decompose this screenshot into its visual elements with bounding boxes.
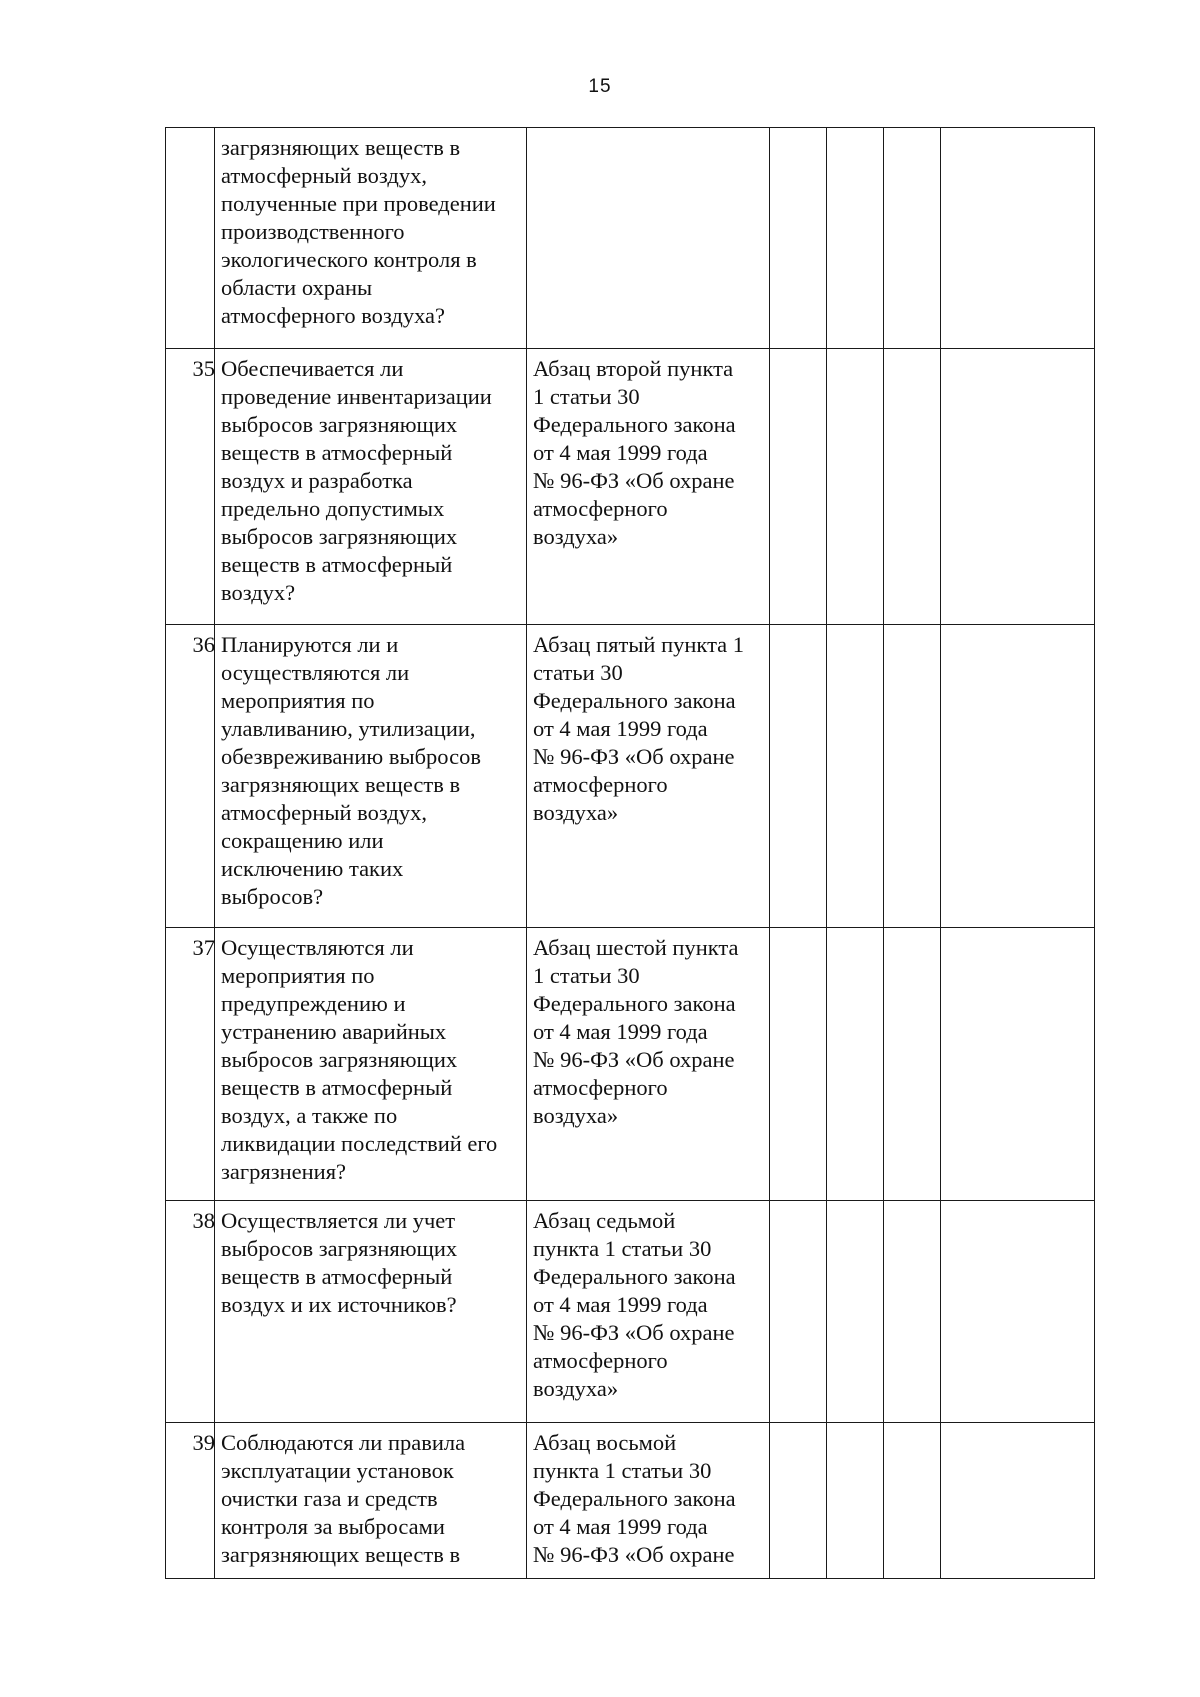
row-number: 38: [192, 1208, 215, 1233]
answer-no-cell: [827, 625, 884, 928]
table-row: [166, 349, 1095, 625]
row-number: 37: [192, 935, 215, 960]
question-cell: загрязняющих веществ в атмосферный воздух, полученные при проведении производственного экологического контроля в области охраны атмосферного воздуха?: [215, 128, 527, 349]
answer-na-cell: [884, 928, 941, 1201]
row-number-cell: [166, 349, 215, 625]
checklist-table: [165, 127, 1095, 1579]
reference-cell: Абзац пятый пункта 1 статьи 30 Федерального закона от 4 мая 1999 года № 96-ФЗ «Об охране атмосферного воздуха»: [527, 625, 770, 928]
answer-yes-cell: [770, 1201, 827, 1423]
row-number-cell: [166, 128, 215, 349]
reference-cell: Абзац шестой пункта 1 статьи 30 Федерального закона от 4 мая 1999 года № 96-ФЗ «Об охране атмосферного воздуха»: [527, 928, 770, 1201]
question-cell: Обеспечивается ли проведение инвентаризации выбросов загрязняющих веществ в атмосферный воздух и разработка предельно допустимых выбросов загрязняющих веществ в атмосферный воздух?: [215, 349, 527, 625]
question-cell: Осуществляется ли учет выбросов загрязняющих веществ в атмосферный воздух и их источников?: [215, 1201, 527, 1423]
reference-cell: [527, 128, 770, 349]
note-cell: [941, 928, 1095, 1201]
answer-yes-cell: [770, 625, 827, 928]
row-number-cell: [166, 928, 215, 1201]
answer-na-cell: [884, 128, 941, 349]
answer-yes-cell: [770, 128, 827, 349]
answer-no-cell: [827, 928, 884, 1201]
question-cell: Соблюдаются ли правила эксплуатации установок очистки газа и средств контроля за выбросами загрязняющих веществ в: [215, 1423, 527, 1579]
note-cell: [941, 1201, 1095, 1423]
note-cell: [941, 128, 1095, 349]
table-row: [166, 625, 1095, 928]
table-row: [166, 128, 1095, 349]
question-cell: Планируются ли и осуществляются ли мероприятия по улавливанию, утилизации, обезвреживанию выбросов загрязняющих веществ в атмосферный воздух, сокращению или исключению таких выбросов?: [215, 625, 527, 928]
note-cell: [941, 625, 1095, 928]
row-number: 35: [192, 356, 215, 381]
row-number-cell: [166, 1201, 215, 1423]
reference-cell: Абзац седьмой пункта 1 статьи 30 Федерального закона от 4 мая 1999 года № 96-ФЗ «Об охране атмосферного воздуха»: [527, 1201, 770, 1423]
answer-yes-cell: [770, 349, 827, 625]
reference-cell: Абзац восьмой пункта 1 статьи 30 Федерального закона от 4 мая 1999 года № 96-ФЗ «Об охране: [527, 1423, 770, 1579]
answer-na-cell: [884, 625, 941, 928]
note-cell: [941, 349, 1095, 625]
note-cell: [941, 1423, 1095, 1579]
row-number-cell: [166, 625, 215, 928]
row-number-cell: [166, 1423, 215, 1579]
answer-no-cell: [827, 1201, 884, 1423]
row-number: 39: [192, 1430, 215, 1455]
answer-no-cell: [827, 128, 884, 349]
reference-cell: Абзац второй пункта 1 статьи 30 Федерального закона от 4 мая 1999 года № 96-ФЗ «Об охране атмосферного воздуха»: [527, 349, 770, 625]
table-row: [166, 1423, 1095, 1579]
row-number: 36: [192, 632, 215, 657]
answer-na-cell: [884, 349, 941, 625]
answer-no-cell: [827, 1423, 884, 1579]
question-cell: Осуществляются ли мероприятия по предупреждению и устранению аварийных выбросов загрязняющих веществ в атмосферный воздух, а также по ликвидации последствий его загрязнения?: [215, 928, 527, 1201]
answer-yes-cell: [770, 1423, 827, 1579]
answer-na-cell: [884, 1201, 941, 1423]
answer-yes-cell: [770, 928, 827, 1201]
answer-no-cell: [827, 349, 884, 625]
table-row: [166, 928, 1095, 1201]
table-row: [166, 1201, 1095, 1423]
page-number: 15: [588, 76, 612, 97]
answer-na-cell: [884, 1423, 941, 1579]
